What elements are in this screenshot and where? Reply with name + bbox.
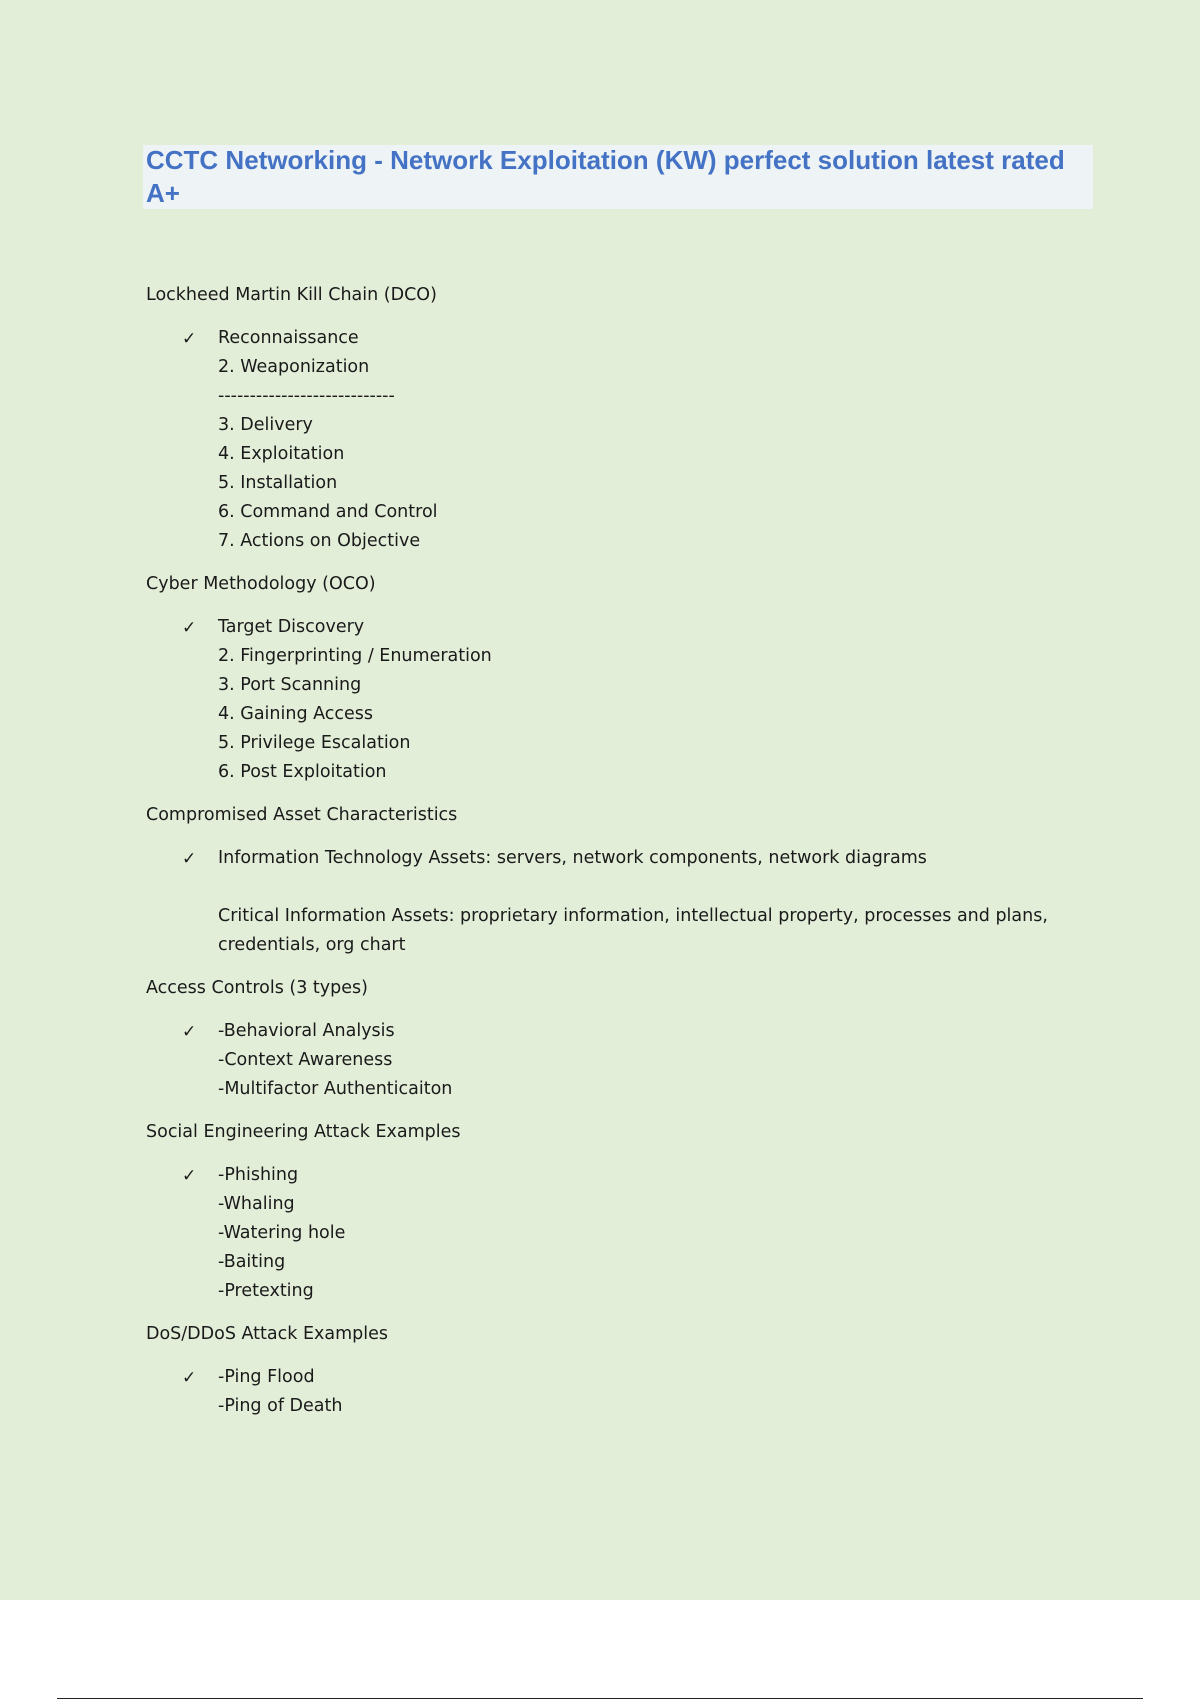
list-item: 4. Gaining Access	[218, 704, 374, 724]
list-item: -Ping Flood	[218, 1367, 315, 1387]
footer-divider	[57, 1698, 1143, 1699]
checkmark-icon: ✓	[182, 618, 197, 638]
section-heading: Lockheed Martin Kill Chain (DCO)	[146, 285, 437, 305]
list-item: -Watering hole	[218, 1223, 346, 1243]
section-heading: Social Engineering Attack Examples	[146, 1122, 461, 1142]
checkmark-icon: ✓	[182, 849, 197, 869]
list-item: 5. Privilege Escalation	[218, 733, 411, 753]
section-kill-chain	[146, 280, 1086, 556]
list-item: Reconnaissance	[218, 328, 359, 348]
answer-block	[146, 1161, 1086, 1306]
checkmark-icon: ✓	[182, 1022, 197, 1042]
section-heading: DoS/DDoS Attack Examples	[146, 1324, 388, 1344]
list-item: -Baiting	[218, 1252, 286, 1272]
section-heading: Access Controls (3 types)	[146, 978, 368, 998]
section-heading: Compromised Asset Characteristics	[146, 805, 458, 825]
list-item: -Multifactor Authenticaiton	[218, 1079, 453, 1099]
list-item: -Context Awareness	[218, 1050, 393, 1070]
checkmark-icon: ✓	[182, 329, 197, 349]
list-item: 2. Weaponization	[218, 357, 370, 377]
answer-block	[146, 1017, 1086, 1104]
list-item: 3. Port Scanning	[218, 675, 362, 695]
list-item: -Behavioral Analysis	[218, 1021, 395, 1041]
list-item: Critical Information Assets: proprietary information, intellectual property, processes and plans, credentials, org chart	[218, 906, 1048, 955]
list-item: -Whaling	[218, 1194, 295, 1214]
checkmark-icon: ✓	[182, 1368, 197, 1388]
document-title: CCTC Networking - Network Exploitation (KW) perfect solution latest rated A+	[146, 145, 1065, 208]
list-item: Information Technology Assets: servers, network components, network diagrams	[218, 848, 927, 868]
list-item: 5. Installation	[218, 473, 338, 493]
blank-line	[218, 873, 1086, 902]
section-compromised-assets	[146, 800, 1086, 960]
section-heading: Cyber Methodology (OCO)	[146, 574, 376, 594]
list-item: Target Discovery	[218, 617, 365, 637]
list-item: -Ping of Death	[218, 1396, 343, 1416]
section-dos-ddos	[146, 1319, 1086, 1421]
checkmark-icon: ✓	[182, 1166, 197, 1186]
answer-block	[146, 613, 1086, 787]
section-social-engineering	[146, 1117, 1086, 1306]
answer-block	[146, 1363, 1086, 1421]
list-item: 3. Delivery	[218, 415, 313, 435]
answer-block	[146, 324, 1086, 556]
section-cyber-methodology	[146, 569, 1086, 787]
list-item: -Pretexting	[218, 1281, 314, 1301]
list-item: 4. Exploitation	[218, 444, 345, 464]
list-item: -Phishing	[218, 1165, 299, 1185]
list-item: 6. Post Exploitation	[218, 762, 387, 782]
list-item: 6. Command and Control	[218, 502, 438, 522]
answer-block	[146, 844, 1086, 960]
section-access-controls	[146, 973, 1086, 1104]
document-body	[146, 280, 1086, 1434]
list-item: 7. Actions on Objective	[218, 531, 421, 551]
list-item: 2. Fingerprinting / Enumeration	[218, 646, 492, 666]
divider-line: ----------------------------	[218, 386, 395, 406]
